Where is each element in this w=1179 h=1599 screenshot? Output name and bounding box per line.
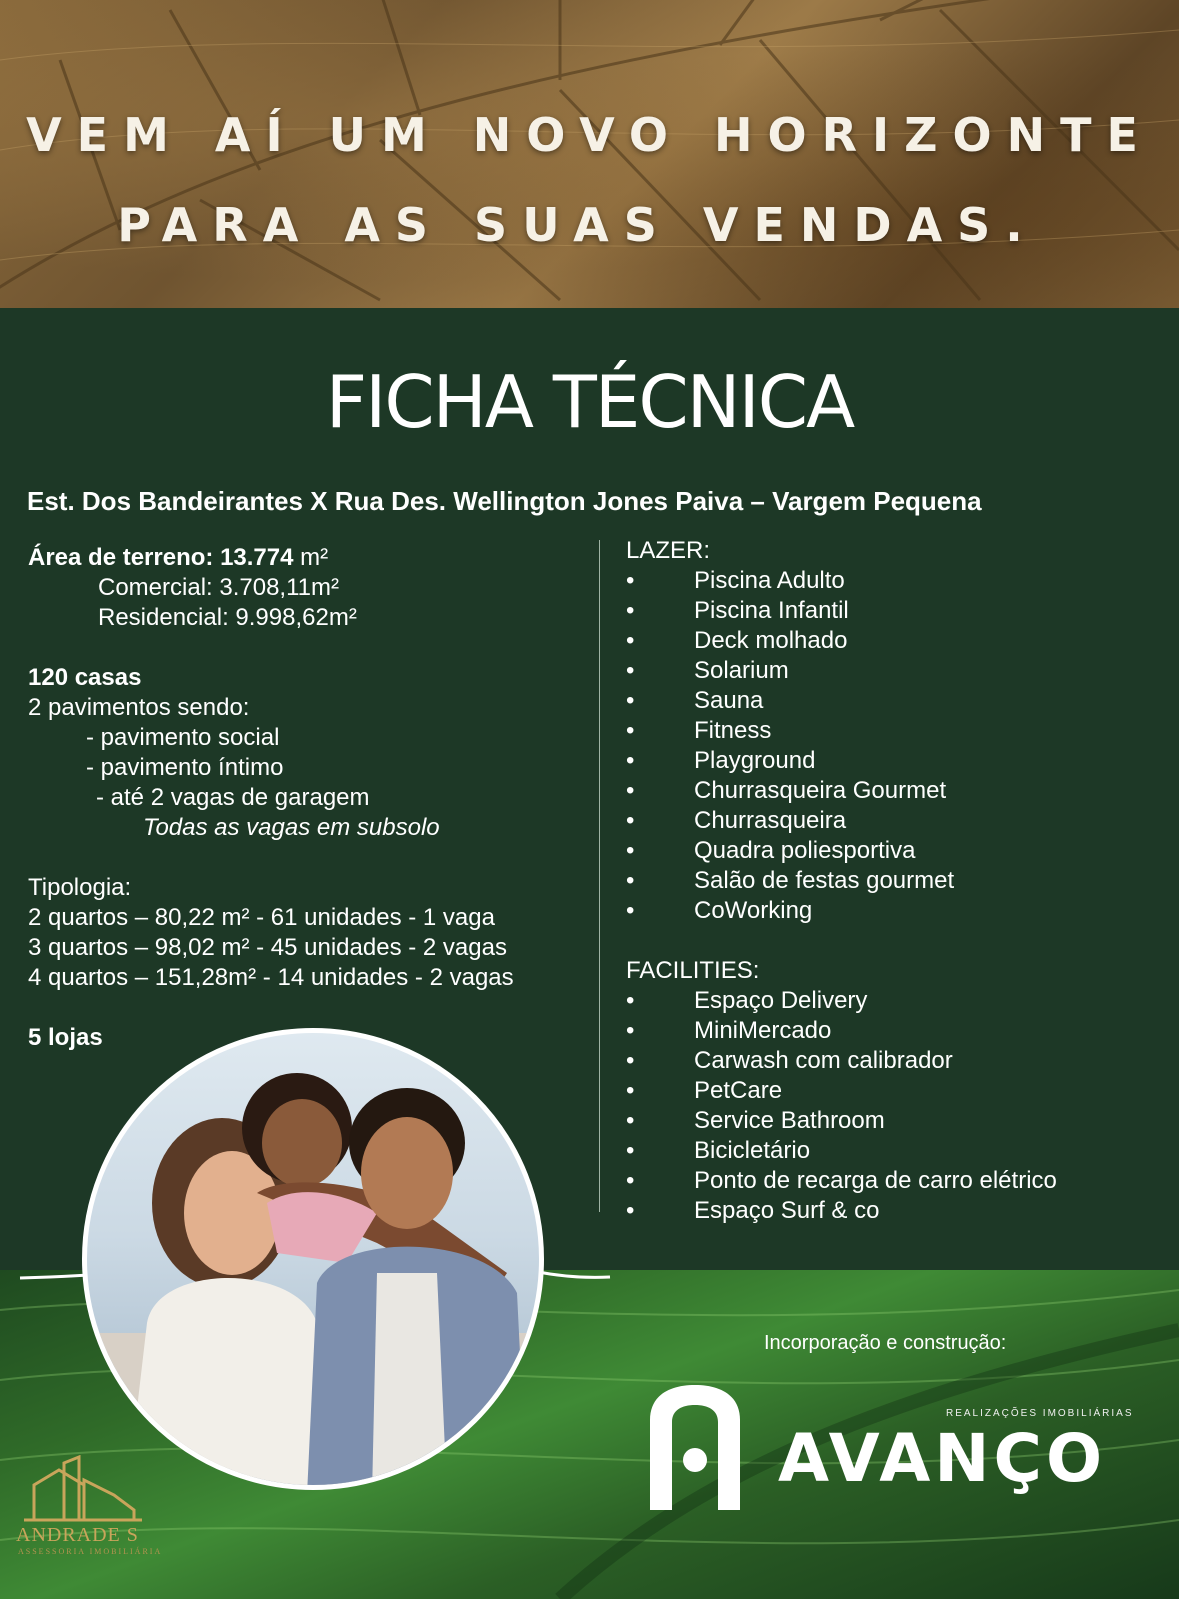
- lojas-count: 5 lojas: [28, 1024, 103, 1051]
- facility-item: [626, 1106, 885, 1136]
- bullet-icon: •: [626, 1137, 635, 1164]
- lazer-item: [626, 776, 947, 806]
- address: Est. Dos Bandeirantes X Rua Des. Wellington Jones Paiva – Vargem Pequena: [27, 486, 982, 516]
- facility-item: [626, 986, 868, 1016]
- bullet-icon: •: [626, 1047, 635, 1074]
- lazer-item: [626, 746, 816, 776]
- tipologia-item: 3 quartos – 98,02 m² - 45 unidades - 2 vagas: [28, 934, 507, 961]
- lazer-item: [626, 686, 764, 716]
- andrade-subtitle: ASSESSORIA IMOBILIÁRIA: [18, 1547, 163, 1556]
- lazer-item: [626, 806, 847, 836]
- lazer-item-label: Deck molhado: [694, 627, 848, 654]
- facility-item: [626, 1136, 811, 1166]
- bullet-icon: •: [626, 747, 635, 774]
- facility-item: [626, 1016, 832, 1046]
- headline-line-2: PARA AS SUAS VENDAS.: [117, 198, 1038, 252]
- facility-item-label: Carwash com calibrador: [694, 1047, 953, 1074]
- facility-item-label: PetCare: [694, 1077, 783, 1104]
- bullet-icon: •: [626, 1107, 635, 1134]
- lazer-item-label: Churrasqueira Gourmet: [694, 777, 947, 804]
- facility-item-label: Espaço Delivery: [694, 987, 868, 1014]
- facility-item: [626, 1076, 783, 1106]
- brand-name: AVANÇO: [778, 1420, 1107, 1497]
- brand-tagline: REALIZAÇÕES IMOBILIÁRIAS: [946, 1408, 1134, 1419]
- facility-item: [626, 1196, 880, 1226]
- bullet-icon: •: [626, 1167, 635, 1194]
- incorporation-label: Incorporação e construção:: [764, 1332, 1007, 1354]
- bullet-icon: •: [626, 657, 635, 684]
- lazer-item: [626, 866, 955, 896]
- facility-item: [626, 1046, 953, 1076]
- lazer-item: [626, 626, 848, 656]
- family-illustration: [87, 1033, 544, 1490]
- facility-item: [626, 1166, 1057, 1196]
- bullet-icon: •: [626, 717, 635, 744]
- lazer-item-label: Fitness: [694, 717, 772, 744]
- facility-item-label: MiniMercado: [694, 1017, 832, 1044]
- bullet-icon: •: [626, 597, 635, 624]
- lazer-item-label: Piscina Adulto: [694, 567, 845, 594]
- casas-count: 120 casas: [28, 664, 142, 691]
- area-value: 13.774: [220, 544, 294, 571]
- facility-item-label: Service Bathroom: [694, 1107, 885, 1134]
- lazer-heading: LAZER:: [626, 537, 711, 564]
- lazer-item-label: Playground: [694, 747, 816, 774]
- lazer-item: [626, 656, 789, 686]
- lazer-item-label: Churrasqueira: [694, 807, 847, 834]
- bullet-icon: •: [626, 1077, 635, 1104]
- avanco-logo-icon: [640, 1380, 750, 1520]
- bullet-icon: •: [626, 867, 635, 894]
- bullet-icon: •: [626, 1017, 635, 1044]
- facilities-heading: FACILITIES:: [626, 957, 760, 984]
- area-unit: m²: [300, 544, 329, 571]
- lazer-item-label: Solarium: [694, 657, 789, 684]
- facilities-list: [626, 986, 1057, 1226]
- lazer-item: [626, 566, 845, 596]
- bullet-icon: •: [626, 627, 635, 654]
- facility-item-label: Bicicletário: [694, 1137, 811, 1164]
- area-row: [28, 543, 514, 573]
- bullet-icon: •: [626, 567, 635, 594]
- vagas-note: Todas as vagas em subsolo: [143, 814, 440, 841]
- lazer-item-label: Piscina Infantil: [694, 597, 849, 624]
- lazer-item-label: CoWorking: [694, 897, 813, 924]
- comercial-area: Comercial: 3.708,11m²: [98, 574, 339, 601]
- lazer-item: [626, 596, 849, 626]
- bullet-icon: •: [626, 987, 635, 1014]
- tipologia-item: 4 quartos – 151,28m² - 14 unidades - 2 vagas: [28, 964, 514, 991]
- andrade-logo-icon: [24, 1455, 144, 1525]
- bullet-icon: •: [626, 837, 635, 864]
- facility-item-label: Ponto de recarga de carro elétrico: [694, 1167, 1057, 1194]
- lazer-item: [626, 716, 772, 746]
- area-label: Área de terreno:: [28, 544, 214, 571]
- bullet-icon: •: [626, 777, 635, 804]
- leaf-banner: [0, 0, 1179, 308]
- lazer-item: [626, 896, 813, 926]
- lazer-list: [626, 566, 955, 926]
- amenities-column: [626, 536, 1057, 1226]
- lazer-item-label: Sauna: [694, 687, 764, 714]
- pavimento-item: - pavimento social: [86, 724, 280, 751]
- tipologia-heading: Tipologia:: [28, 874, 132, 901]
- pavimento-item: - pavimento íntimo: [86, 754, 284, 781]
- pavimentos-heading: 2 pavimentos sendo:: [28, 694, 250, 721]
- lazer-item: [626, 836, 916, 866]
- lazer-item-label: Salão de festas gourmet: [694, 867, 955, 894]
- pavimento-item: - até 2 vagas de garagem: [96, 784, 370, 811]
- family-photo: [82, 1028, 544, 1490]
- column-divider: [599, 540, 600, 1212]
- bullet-icon: •: [626, 687, 635, 714]
- lazer-item-label: Quadra poliesportiva: [694, 837, 916, 864]
- bullet-icon: •: [626, 807, 635, 834]
- headline-line-1: VEM AÍ UM NOVO HORIZONTE: [26, 108, 1153, 162]
- residencial-area: Residencial: 9.998,62m²: [98, 604, 357, 631]
- bullet-icon: •: [626, 897, 635, 924]
- tipologia-item: 2 quartos – 80,22 m² - 61 unidades - 1 vaga: [28, 904, 495, 931]
- facility-item-label: Espaço Surf & co: [694, 1197, 880, 1224]
- andrade-brand: ANDRADE S: [16, 1524, 139, 1546]
- bullet-icon: •: [626, 1197, 635, 1224]
- page-title: FICHA TÉCNICA: [325, 360, 854, 444]
- specs-column: [28, 543, 514, 1053]
